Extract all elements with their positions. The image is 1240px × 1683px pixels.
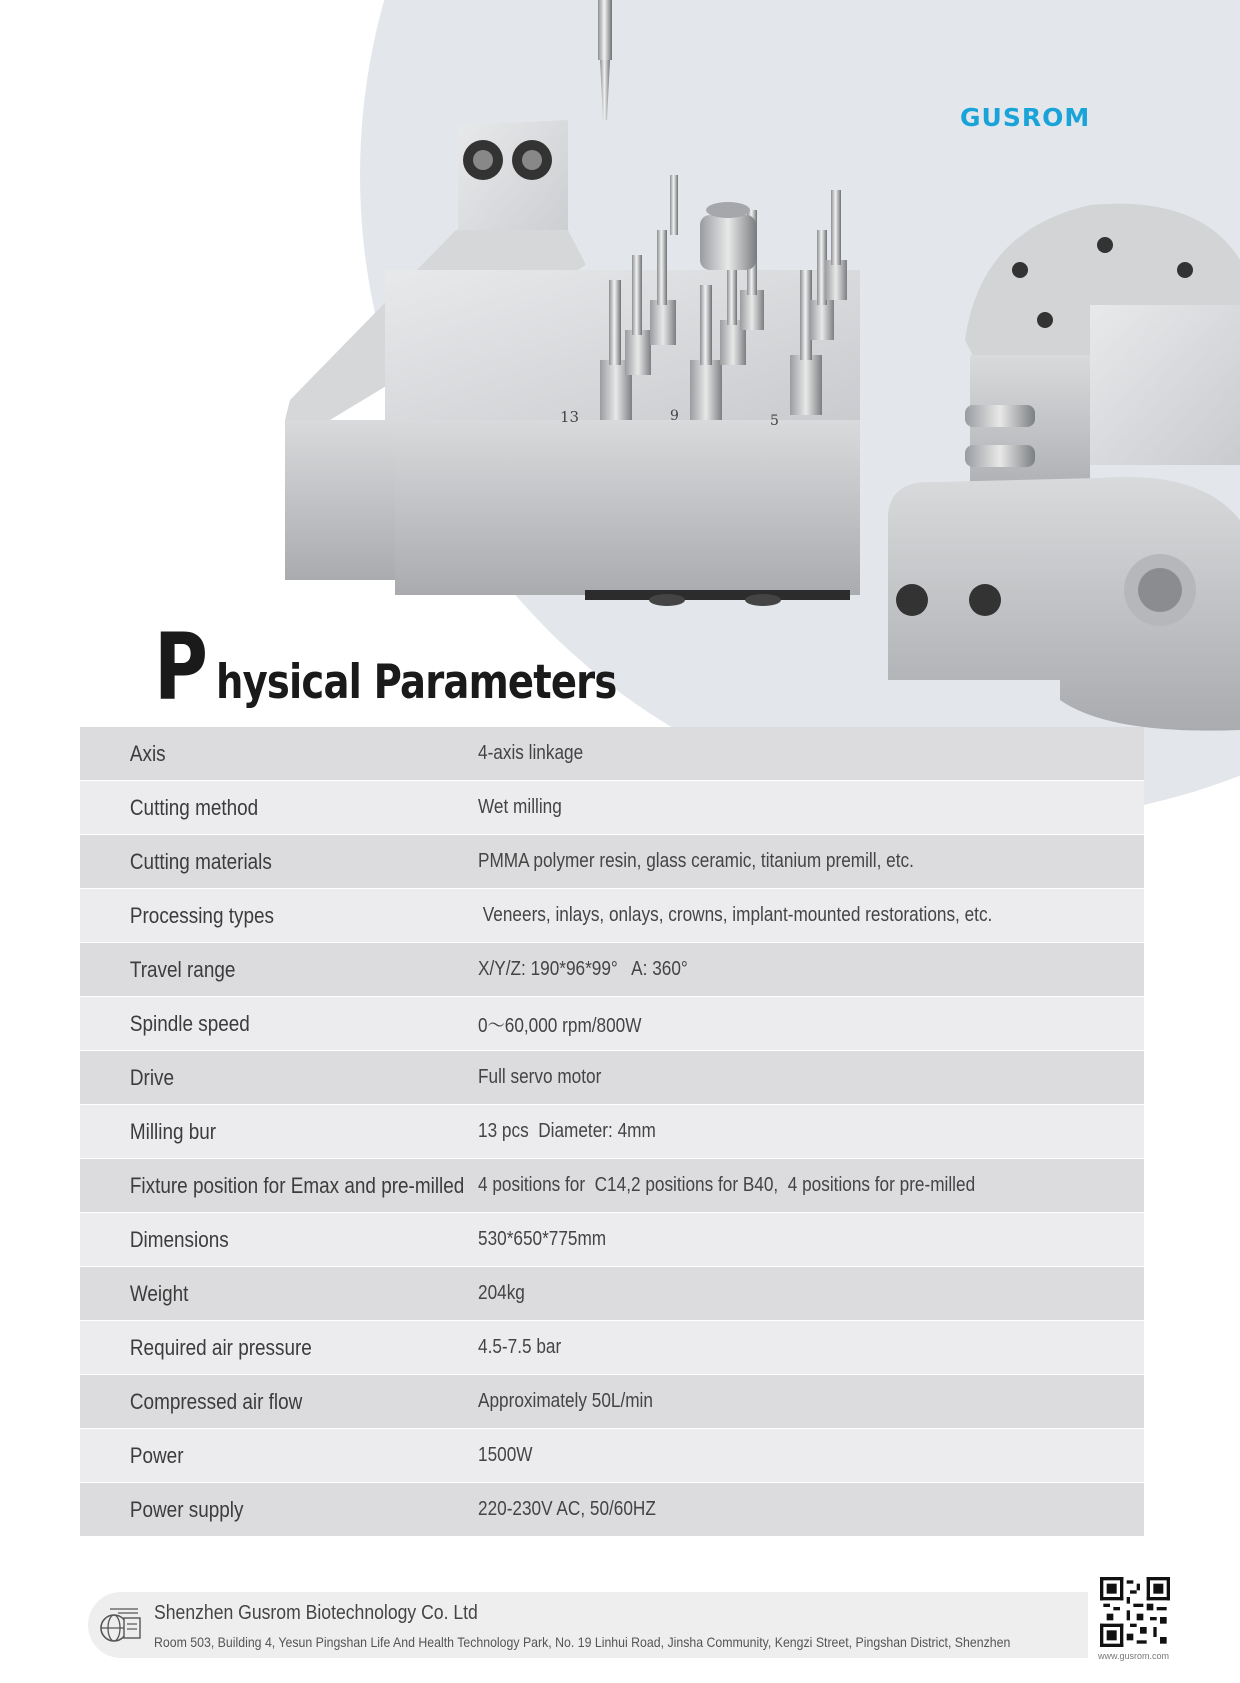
param-label: Compressed air flow (129, 1388, 303, 1414)
param-row (80, 1267, 1144, 1321)
param-row (80, 889, 1144, 943)
svg-text:5: 5 (770, 413, 779, 429)
param-value: 0～60,000 rpm/800W (478, 1015, 642, 1037)
param-value: 1500W (478, 1444, 533, 1466)
param-value: 13 pcs Diameter: 4mm (478, 1120, 656, 1142)
param-label: Dimensions (129, 1226, 229, 1252)
globe-address-icon (98, 1606, 142, 1644)
param-value: Approximately 50L/min (478, 1390, 653, 1412)
param-value: PMMA polymer resin, glass ceramic, titanium premill, etc. (478, 850, 914, 872)
param-row (80, 997, 1144, 1051)
param-value: 4 positions for C14,2 positions for B40, 4 positions for pre-milled (478, 1174, 976, 1196)
param-value: Full servo motor (478, 1066, 602, 1088)
physical-parameters-table (80, 727, 1144, 1537)
param-label: Cutting method (129, 794, 259, 820)
param-label: Required air pressure (129, 1334, 312, 1360)
param-row (80, 1429, 1144, 1483)
param-label: Cutting materials (129, 848, 272, 874)
param-row (80, 1375, 1144, 1429)
param-label: Fixture position for Emax and pre-milled (129, 1172, 465, 1198)
param-value: 220-230V AC, 50/60HZ (478, 1498, 656, 1520)
param-label: Power (129, 1442, 184, 1468)
param-label: Drive (129, 1064, 175, 1090)
company-address: Room 503, Building 4, Yesun Pingshan Life And Health Technology Park, No. 19 Linhui Road, Jinsha Community, Kengzi Street, Pingshan District, Shenzhen (154, 1634, 1011, 1650)
param-value: 4.5-7.5 bar (478, 1336, 562, 1358)
param-value: X/Y/Z: 190*96*99° A: 360° (478, 958, 688, 980)
param-label: Processing types (129, 902, 274, 928)
svg-text:9: 9 (670, 408, 679, 424)
param-row (80, 1213, 1144, 1267)
param-value: 4-axis linkage (478, 742, 584, 764)
param-value: 204kg (478, 1282, 525, 1304)
qr-code-icon (1100, 1577, 1170, 1647)
param-row (80, 1051, 1144, 1105)
param-row (80, 727, 1144, 781)
param-row (80, 943, 1144, 997)
param-value: Veneers, inlays, onlays, crowns, implant-mounted restorations, etc. (478, 904, 993, 926)
website-url: www.gusrom.com (1098, 1651, 1170, 1661)
param-row (80, 781, 1144, 835)
page-title-initial: P (154, 614, 208, 721)
param-row (80, 1483, 1144, 1537)
company-name: Shenzhen Gusrom Biotechnology Co. Ltd (154, 1602, 478, 1624)
param-label: Axis (129, 740, 166, 766)
param-row (80, 1105, 1144, 1159)
param-label: Milling bur (129, 1118, 217, 1144)
page-title (154, 614, 704, 721)
param-label: Power supply (129, 1496, 244, 1522)
param-value: Wet milling (478, 796, 562, 818)
brand-logo: GUSROM (960, 103, 1091, 132)
param-label: Weight (129, 1280, 189, 1306)
page-title-rest: hysical Parameters (216, 655, 617, 710)
param-row (80, 835, 1144, 889)
param-label: Spindle speed (129, 1010, 250, 1036)
footer-company-info (88, 1592, 1088, 1658)
param-row (80, 1159, 1144, 1213)
param-value: 530*650*775mm (478, 1228, 607, 1250)
param-row (80, 1321, 1144, 1375)
svg-text:13: 13 (560, 408, 580, 426)
param-label: Travel range (129, 956, 236, 982)
